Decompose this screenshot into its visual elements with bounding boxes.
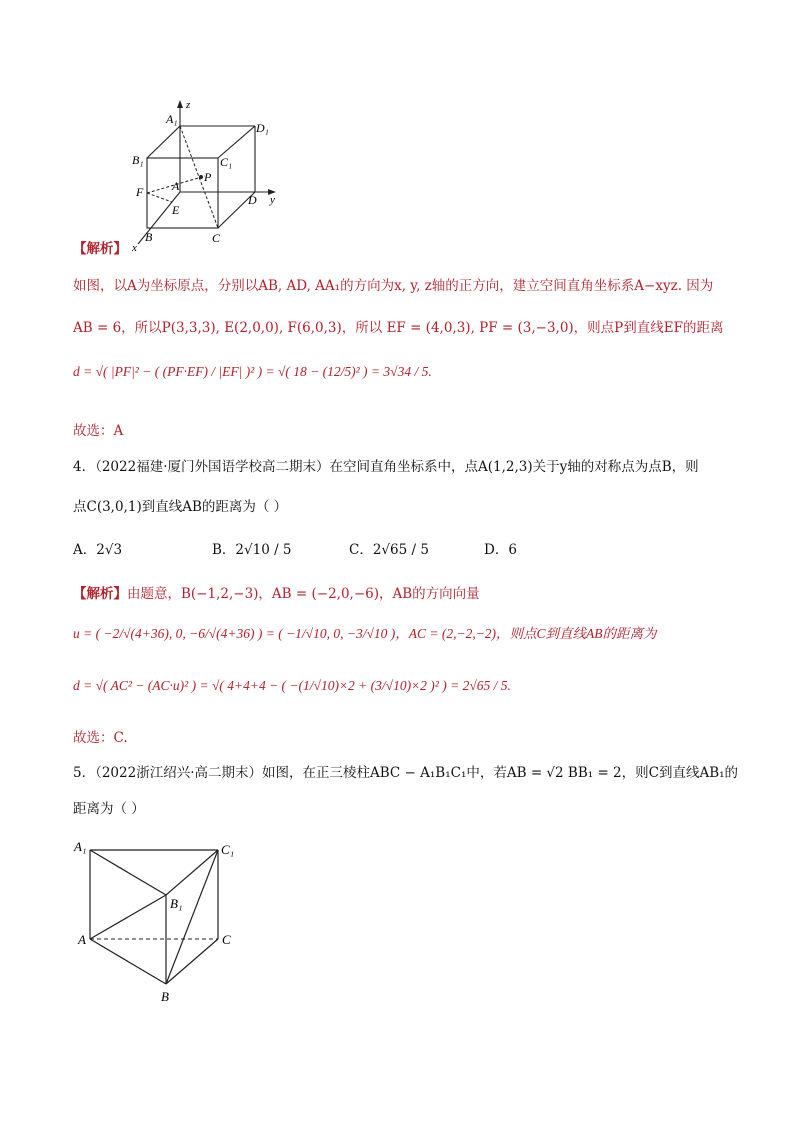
label-prism-b: B <box>161 989 169 1004</box>
label-prism-c: C <box>222 932 231 947</box>
label-y: y <box>270 194 275 206</box>
label-c1: C₁ <box>220 155 233 169</box>
label-prism-a: A <box>78 932 86 947</box>
label-e: E <box>172 203 180 217</box>
question4-line2: 点C(3,0,1)到直线AB的距离为（ ） <box>73 499 288 515</box>
solution4-distance: d = √( AC² − (AC·u)² ) = √( 4+4+4 − ( −(1/√10)×2 + (3/√10)×2 )² ) = 2√65 / 5. <box>73 678 511 693</box>
solution1-distance: d = √( |PF|² − ( (PF·EF) / |EF| )² ) = √( 18 − (12/5)² ) = 3√34 / 5. <box>73 364 432 379</box>
option-b: B．2√10 / 5 <box>212 542 292 558</box>
label-f: F <box>136 185 144 199</box>
label-prism-c1: C₁ <box>221 842 235 857</box>
solution1-answer: 故选：A <box>73 423 124 439</box>
question4-line1: 4．（2022福建·厦门外国语学校高二期末）在空间直角坐标系中，点A(1,2,3)关于y轴的对称点为点B，则 <box>73 459 699 475</box>
label-b1: B₁ <box>132 153 144 167</box>
solution4-tag: 【解析】 <box>73 586 127 602</box>
solution4-line1: 由题意，B(−1,2,−3)，AB = (−2,0,−6)，AB的方向向量 <box>127 586 480 602</box>
solution1-line1: 如图，以A为坐标原点，分别以AB, AD, AA₁的方向为x, y, z轴的正方向，建立空间直角坐标系A−xyz. 因为 <box>73 278 714 294</box>
prism-figure <box>66 836 256 1006</box>
question5-line1: 5．（2022浙江绍兴·高二期末）如图，在正三棱柱ABC − A₁B₁C₁中，若AB = √2 BB₁ = 2，则C到直线AB₁的 <box>73 765 739 781</box>
cube-figure <box>110 96 290 256</box>
solution1-tag: 【解析】 <box>73 241 127 257</box>
label-c: C <box>212 231 221 245</box>
solution4-answer: 故选：C. <box>73 730 128 746</box>
label-d: D <box>248 193 257 207</box>
label-p: P <box>204 170 212 184</box>
solution1-line2: AB = 6，所以P(3,3,3), E(2,0,0), F(6,0,3)，所以 EF = (4,0,3), PF = (3,−3,0)，则点P到直线EF的距离 <box>73 320 724 336</box>
option-a: A．2√3 <box>73 542 123 558</box>
label-a: A <box>172 179 180 193</box>
option-c: C．2√65 / 5 <box>349 542 429 558</box>
label-b: B <box>145 230 153 244</box>
label-z: z <box>186 99 191 111</box>
label-x: x <box>132 242 137 254</box>
label-d1: D₁ <box>256 121 269 135</box>
solution4-line2: u = ( −2/√(4+36), 0, −6/√(4+36) ) = ( −1/√10, 0, −3/√10 )，AC = (2,−2,−2)，则点C到直线AB的距离为 <box>73 626 657 641</box>
label-prism-b1: B₁ <box>170 896 183 911</box>
question5-line2: 距离为（ ） <box>73 801 145 817</box>
option-d: D．6 <box>484 542 517 558</box>
label-prism-a1: A₁ <box>74 839 87 854</box>
label-a1: A₁ <box>166 112 178 126</box>
